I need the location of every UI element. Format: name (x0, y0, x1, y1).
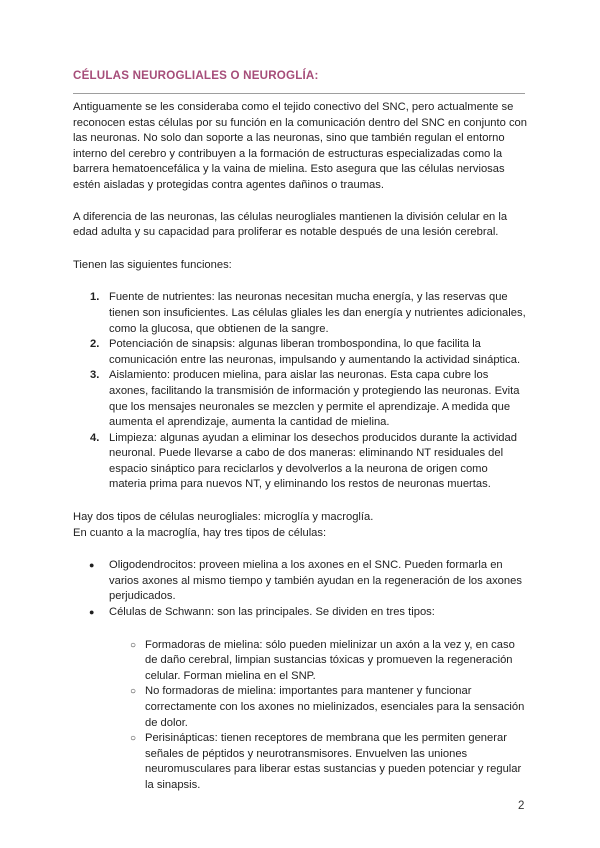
paragraph-division: A diferencia de las neuronas, las células neurogliales mantienen la división celular en la edad adulta y su capacidad para proliferar es notable después de una lesión cerebral. (73, 210, 508, 239)
cell-text: Oligodendrocitos: proveen mielina a los axones en el SNC. Pueden formarla en varios axones al mismo tiempo y también ayudan en la regeneración de los axones perjudicados. (109, 559, 522, 603)
function-text: Aislamiento: producen mielina, para aislar las neuronas. Esta capa cubre los axones, facilitando la transmisión de información y protegiendo las neuronas. Evita que los mensajes neuronales se mezclen y permite el aprendizaje. A medida que aumenta el aprendizaje, aumenta la cantidad de mielina. (109, 369, 520, 429)
section-heading: CÉLULAS NEUROGLIALES O NEUROGLÍA: (73, 69, 319, 82)
function-text: Potenciación de sinapsis: algunas liberan trombospondina, lo que facilita la comunicación entre las neuronas, impulsando y aumentando la actividad sináptica. (109, 338, 521, 366)
page-number: 2 (518, 800, 525, 812)
hollow-bullet-icon: ○ (130, 639, 137, 651)
schwann-list (109, 638, 527, 794)
cell-text: Células de Schwann: son las principales. Se dividen en tres tipos: (109, 606, 435, 619)
list-number: 1. (90, 291, 100, 304)
macroglia-line: En cuanto a la macroglía, hay tres tipos de células: (73, 526, 327, 539)
paragraph-functions-intro: Tienen las siguientes funciones: (73, 258, 232, 271)
hollow-bullet-icon: ○ (130, 733, 137, 745)
function-text: Fuente de nutrientes: las neuronas necesitan mucha energía, y las reservas que tienen son insuficientes. Las células gliales les dan energía y nutrientes adicionales, como la glucosa, que obtienen de la sangre. (109, 291, 526, 335)
functions-list (73, 290, 527, 493)
function-item (90, 290, 527, 337)
function-item (90, 368, 527, 430)
schwann-text: No formadoras de mielina: importantes para mantener y funcionar correctamente con los axones no mielinizados, esenciales para la sensación de dolor. (145, 685, 525, 729)
list-number: 4. (90, 431, 100, 444)
types-line: Hay dos tipos de células neurogliales: microglía y macroglía. (73, 511, 374, 524)
schwann-text: Perisinápticas: tienen receptores de membrana que les permiten generar señales de péptidos y neurotransmisores. Envuelven las uniones neuromusculares para liberar estas sustancias y pueden potenciar y regular la sinapsis. (145, 732, 522, 791)
function-text: Limpieza: algunas ayudan a eliminar los desechos producidos durante la actividad neuronal. Puede llevarse a cabo de dos maneras: eliminando NT residuales del espacio sináptico para reciclarlos y devolverlos a la neurona de origen como materia prima para nuevos NT, y eliminando los restos de neuronas muertas. (109, 431, 517, 491)
document-page (73, 68, 527, 794)
cell-item (89, 558, 527, 605)
bullet-icon: ● (89, 560, 95, 571)
bullet-icon: ● (89, 607, 95, 618)
schwann-item (130, 731, 527, 793)
hollow-bullet-icon: ○ (130, 686, 137, 698)
cell-item (89, 605, 527, 794)
schwann-text: Formadoras de mielina: sólo pueden mielinizar un axón a la vez y, en caso de daño cerebral, limpian sustancias tóxicas y promueven la regeneración celular. Forman mielina en el SNP. (145, 638, 515, 682)
function-item (90, 431, 527, 493)
paragraph-intro: Antiguamente se les consideraba como el tejido conectivo del SNC, pero actualmente se reconocen estas células por su función en la comunicación dentro del SNC en conjunto con las neuronas. No solo dan soporte a las neuronas, sino que también regulan el entorno interno del cerebro y contribuyen a la formación de estructuras especializadas como la barrera hematoencefálica y la vaina de mielina. Esto asegura que las células nerviosas estén aisladas y protegidas contra agentes dañinos o traumas. (73, 101, 527, 191)
cells-list (73, 558, 527, 793)
schwann-item (130, 684, 527, 731)
heading-divider (73, 93, 525, 94)
list-number: 2. (90, 338, 100, 351)
schwann-item (130, 638, 527, 685)
list-number: 3. (90, 369, 100, 382)
function-item (90, 337, 527, 368)
types-paragraph (73, 510, 527, 541)
